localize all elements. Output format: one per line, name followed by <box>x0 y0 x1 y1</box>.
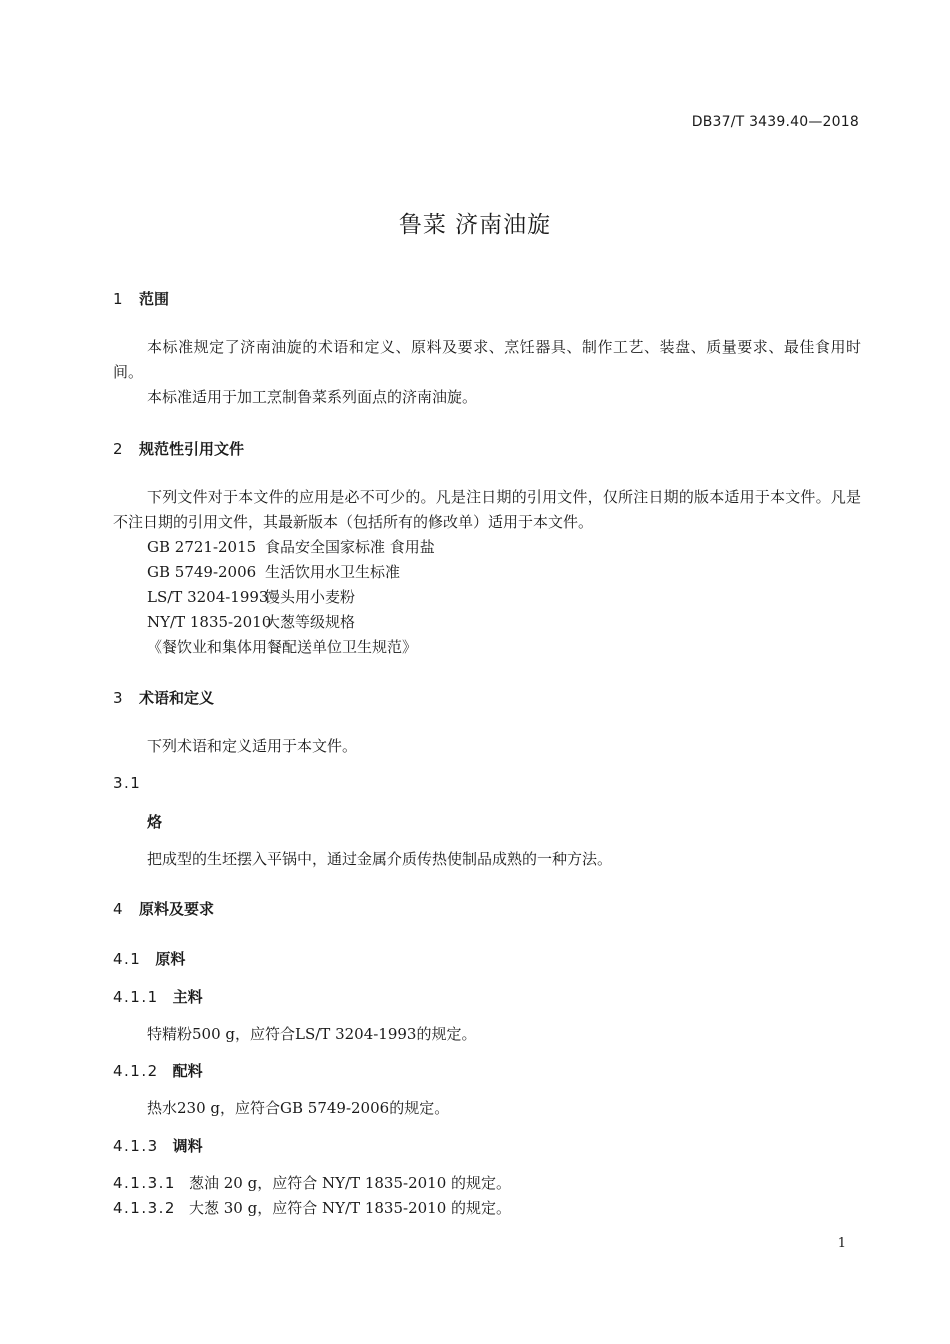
reference-item <box>147 586 355 607</box>
section-title: 原料及要求 <box>139 900 215 918</box>
section-number: 4 <box>113 900 123 918</box>
section-1-heading <box>113 288 169 309</box>
subsection-number: 4.1.1 <box>113 988 159 1006</box>
section-2-heading <box>113 438 244 459</box>
page-number: 1 <box>837 1236 846 1251</box>
clause-text: 葱油 20 g，应符合 NY/T 1835-2010 的规定。 <box>189 1174 512 1192</box>
subsection-title: 配料 <box>172 1062 203 1080</box>
section-2-paragraph-1: 下列文件对于本文件的应用是必不可少的。凡是注日期的引用文件，仅所注日期的版本适用于本文件。凡是不注日期的引用文件，其最新版本（包括所有的修改单）适用于本文件。 <box>113 488 861 531</box>
section-number: 1 <box>113 290 123 308</box>
section-number: 2 <box>113 440 123 458</box>
subsection-number: 4.1 <box>113 950 142 968</box>
reference-code: NY/T 1835-2010 <box>147 613 272 631</box>
clause-number: 4.1.3.1 <box>113 1174 176 1192</box>
subsection-4-1-3-heading <box>113 1135 203 1156</box>
reference-title: 生活饮用水卫生标准 <box>265 563 401 581</box>
clause-item <box>113 1197 511 1218</box>
section-1-paragraph-1: 本标准规定了济南油旋的术语和定义、原料及要求、烹饪器具、制作工艺、装盘、质量要求、最佳食用时间。 <box>113 338 861 381</box>
subsection-number: 3.1 <box>113 774 142 792</box>
section-1-paragraph-2: 本标准适用于加工烹制鲁菜系列面点的济南油旋。 <box>147 388 478 406</box>
section-3-paragraph-1: 下列术语和定义适用于本文件。 <box>147 737 358 755</box>
subsection-number: 4.1.2 <box>113 1062 159 1080</box>
subsection-number: 4.1.3 <box>113 1137 159 1155</box>
subsection-4-1-2-heading <box>113 1060 203 1081</box>
term-definition: 把成型的生坯摆入平锅中，通过金属介质传热使制品成熟的一种方法。 <box>147 850 613 868</box>
section-title: 规范性引用文件 <box>139 440 245 458</box>
section-4-heading <box>113 898 214 919</box>
subsection-4-1-1-text: 特精粉500 g，应符合LS/T 3204-1993的规定。 <box>147 1025 477 1043</box>
reference-title: 馒头用小麦粉 <box>265 588 356 606</box>
subsection-title: 调料 <box>172 1137 203 1155</box>
subsection-3-1-number <box>113 774 155 792</box>
subsection-4-1-2-text: 热水230 g，应符合GB 5749-2006的规定。 <box>147 1099 450 1117</box>
subsection-title: 主料 <box>172 988 203 1006</box>
reference-item <box>147 561 400 582</box>
clause-item <box>113 1172 511 1193</box>
reference-code: LS/T 3204-1993 <box>147 588 269 606</box>
term-name: 烙 <box>147 813 163 831</box>
subsection-title: 原料 <box>155 950 186 968</box>
reference-title: 大葱等级规格 <box>265 613 356 631</box>
section-title: 术语和定义 <box>139 689 215 707</box>
reference-item-extra: 《餐饮业和集体用餐配送单位卫生规范》 <box>147 638 418 656</box>
document-title: 鲁菜 济南油旋 <box>398 212 552 238</box>
reference-code: GB 2721-2015 <box>147 538 257 556</box>
subsection-4-1-heading <box>113 948 185 969</box>
standard-code: DB37/T 3439.40—2018 <box>691 114 859 130</box>
section-number: 3 <box>113 689 123 707</box>
reference-item <box>147 611 355 632</box>
section-3-heading <box>113 687 214 708</box>
reference-title: 食品安全国家标准 食用盐 <box>265 538 435 556</box>
section-title: 范围 <box>139 290 170 308</box>
reference-item <box>147 536 435 557</box>
clause-number: 4.1.3.2 <box>113 1199 176 1217</box>
clause-text: 大葱 30 g，应符合 NY/T 1835-2010 的规定。 <box>189 1199 512 1217</box>
reference-code: GB 5749-2006 <box>147 563 257 581</box>
subsection-4-1-1-heading <box>113 986 203 1007</box>
